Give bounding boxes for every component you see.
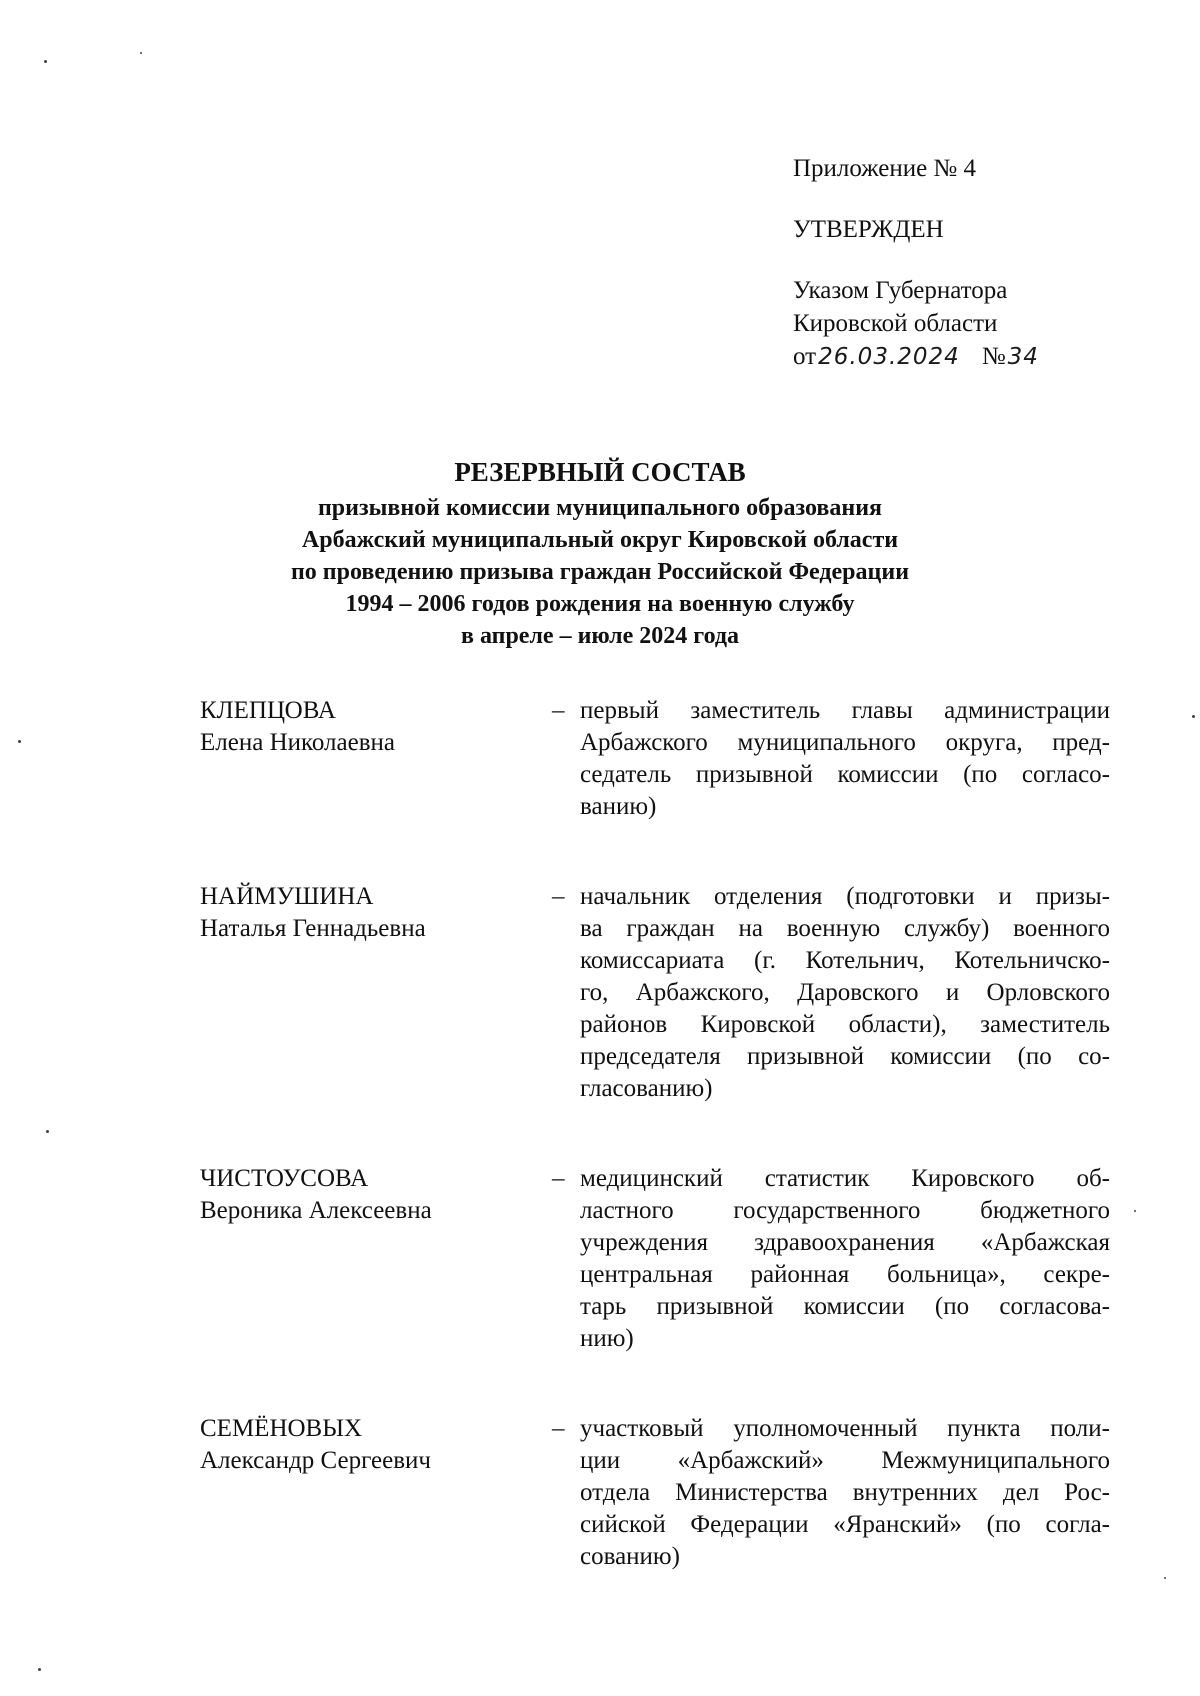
approval-block: [793, 152, 1039, 374]
role-line: центральная районная больница», секре-: [580, 1261, 1110, 1288]
scan-speck: [1192, 715, 1195, 718]
scan-speck: [18, 740, 21, 743]
number-prefix: №: [981, 343, 1006, 370]
member-name: [200, 881, 552, 945]
scan-speck: [140, 52, 142, 54]
appendix-number: Приложение № 4: [793, 155, 977, 182]
member-role: [580, 1163, 1110, 1355]
member-name: [200, 695, 552, 759]
role-line: начальник отделения (подготовки и призы-: [580, 883, 1110, 910]
member-surname: НАЙМУШИНА: [200, 883, 374, 910]
role-line: ва граждан на военную службу) военного: [580, 915, 1110, 942]
member-surname: ЧИСТОУСОВА: [200, 1165, 369, 1192]
member-name: [200, 1163, 552, 1227]
scan-speck: [38, 1668, 41, 1671]
member-entry: [200, 1163, 1120, 1355]
role-line: тарь призывной комиссии (по согласова-: [580, 1293, 1110, 1320]
role-line: седатель призывной комиссии (по согласо-: [580, 761, 1110, 788]
member-dash: –: [552, 1415, 565, 1442]
role-line: первый заместитель главы администрации: [580, 697, 1110, 724]
member-role: [580, 1413, 1110, 1573]
role-line: отдела Министерства внутренних дел Рос-: [580, 1479, 1110, 1506]
role-line: председателя призывной комиссии (по со-: [580, 1043, 1110, 1070]
member-name: [200, 1413, 552, 1477]
role-line: нию): [580, 1325, 634, 1352]
member-given-names: Александр Сергеевич: [200, 1447, 431, 1474]
role-line: ции «Арбажский» Межмуниципального: [580, 1447, 1110, 1474]
approved-label: УТВЕРЖДЕН: [793, 216, 944, 243]
member-role: [580, 695, 1110, 823]
title-main: РЕЗЕРВНЫЙ СОСТАВ: [454, 457, 746, 487]
member-given-names: Елена Николаевна: [200, 729, 395, 756]
member-entry: [200, 881, 1120, 1105]
member-entry: [200, 695, 1120, 823]
title-line: в апреле – июле 2024 года: [460, 623, 740, 649]
member-given-names: Наталья Геннадьевна: [200, 915, 426, 942]
role-line: ванию): [580, 793, 657, 820]
decree-date-line: [793, 340, 1039, 374]
member-surname: КЛЕПЦОВА: [200, 697, 336, 724]
member-entry: [200, 1413, 1120, 1573]
handwritten-number: 34: [1007, 344, 1039, 370]
handwritten-date: 26.03.2024: [818, 344, 960, 370]
role-line: ластного государственного бюджетного: [580, 1197, 1110, 1224]
member-given-names: Вероника Алексеевна: [200, 1197, 432, 1224]
scan-speck: [46, 1130, 49, 1133]
role-line: гласованию): [580, 1075, 713, 1102]
role-line: сованию): [580, 1543, 680, 1570]
role-line: медицинский статистик Кировского об-: [580, 1165, 1110, 1192]
member-dash: –: [552, 883, 565, 910]
role-line: сийской Федерации «Яранский» (по согла-: [580, 1511, 1110, 1538]
scan-speck: [1164, 1577, 1166, 1579]
role-line: Арбажского муниципального округа, пред-: [580, 729, 1110, 756]
role-line: комиссариата (г. Котельнич, Котельничско-: [580, 947, 1110, 974]
member-surname: СЕМЁНОВЫХ: [200, 1415, 363, 1442]
title-line: призывной комиссии муниципального образования: [317, 495, 883, 521]
role-line: учреждения здравоохранения «Арбажская: [580, 1229, 1110, 1256]
decree-line-1: Указом Губернатора: [793, 277, 1008, 304]
title-line: по проведению призыва граждан Российской Федерации: [290, 559, 910, 585]
members-list: [200, 695, 1120, 1573]
member-dash: –: [552, 697, 565, 724]
scan-speck: [44, 60, 47, 63]
role-line: районов Кировской области), заместитель: [580, 1011, 1110, 1038]
decree-line-2: Кировской области: [793, 310, 998, 337]
scan-speck: [1134, 1210, 1136, 1212]
date-prefix: от: [793, 343, 817, 370]
title-line: 1994 – 2006 годов рождения на военную службу: [345, 591, 855, 617]
title-line: Арбажский муниципальный округ Кировской области: [301, 527, 899, 553]
member-role: [580, 881, 1110, 1105]
member-dash: –: [552, 1165, 565, 1192]
document-title: [180, 454, 1020, 652]
role-line: го, Арбажского, Даровского и Орловского: [580, 979, 1110, 1006]
role-line: участковый уполномоченный пункта поли-: [580, 1415, 1110, 1442]
